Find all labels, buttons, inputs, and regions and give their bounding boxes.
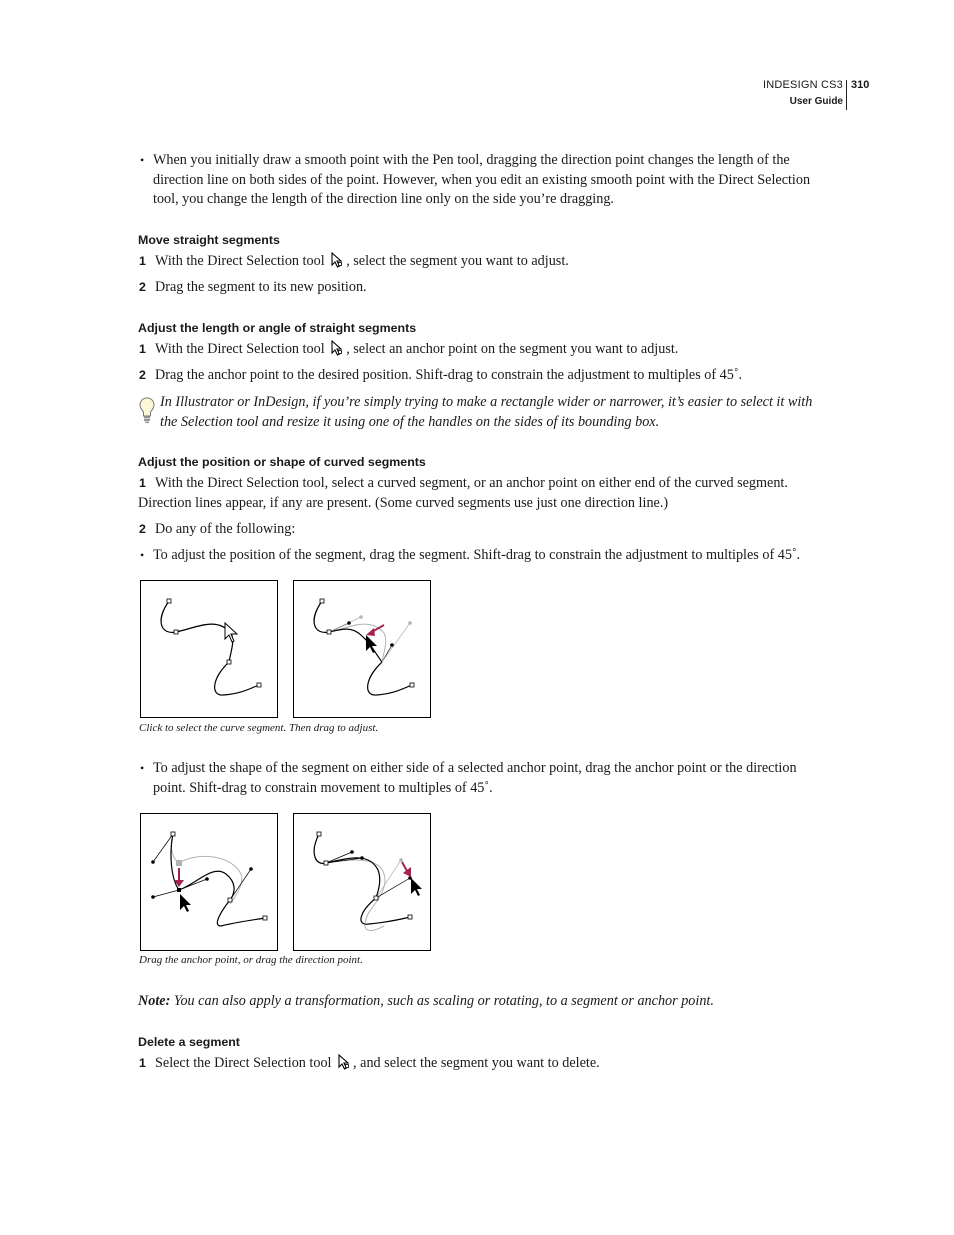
- bullet-glyph: •: [140, 761, 145, 775]
- step-number: 1: [139, 476, 146, 490]
- figure-caption: Drag the anchor point, or drag the direction point.: [139, 954, 363, 966]
- step-number: 2: [139, 522, 146, 536]
- step-number: 1: [139, 1056, 146, 1070]
- step-number: 2: [139, 368, 146, 382]
- heading-adjust-length: Adjust the length or angle of straight segments: [138, 321, 417, 335]
- step-text: With the Direct Selection tool , select the segment you want to adjust.: [155, 253, 569, 269]
- step-number: 2: [139, 280, 146, 294]
- heading-adjust-curved: Adjust the position or shape of curved segments: [138, 455, 426, 469]
- step-text: With the Direct Selection tool , select an anchor point on the segment you want to adjust.: [155, 341, 679, 357]
- figure-caption: Click to select the curve segment. Then drag to adjust.: [139, 722, 379, 734]
- step-text: Drag the anchor point to the desired position. Shift-drag to constrain the adjustment to multiples of 45˚.: [155, 367, 743, 383]
- note-label: Note:: [138, 993, 171, 1009]
- figure-select-segment: [140, 580, 278, 718]
- figure-drag-anchor: [140, 813, 278, 951]
- bullet-text: To adjust the position of the segment, drag the segment. Shift-drag to constrain the adjustment to multiples of 45˚.: [153, 547, 801, 563]
- product-name: INDESIGN CS3: [762, 79, 843, 91]
- tip-text: In Illustrator or InDesign, if you’re simply trying to make a rectangle wider or narrower, it’s easier to select it with the Selection tool and resize it using one of the handles on the sides of its bounding box.: [160, 394, 813, 430]
- intro-bullet-text: When you initially draw a smooth point with the Pen tool, dragging the direction point changes the length of the direction line on both sides of the point. However, when you edit an existing smooth point with the Direct Selection tool, you change the length of the direction line only on the side you’re dragging.: [153, 152, 811, 207]
- header-divider: [846, 80, 847, 110]
- step-text: Select the Direct Selection tool , and select the segment you want to delete.: [155, 1055, 600, 1071]
- heading-move-straight: Move straight segments: [138, 233, 280, 247]
- bullet-glyph: •: [140, 548, 145, 562]
- step-number: 1: [139, 342, 146, 356]
- bullet-glyph: •: [140, 153, 145, 167]
- direct-selection-tool-icon: [329, 252, 345, 268]
- figure-drag-direction-point: [293, 813, 431, 951]
- heading-delete-segment: Delete a segment: [138, 1035, 240, 1049]
- page-number: 310: [851, 79, 870, 91]
- bullet-text: To adjust the shape of the segment on either side of a selected anchor point, drag the anchor point or the direction point. Shift-drag to constrain movement to multiples of 45˚.: [153, 760, 797, 796]
- direct-selection-tool-icon: [329, 340, 345, 356]
- note-paragraph: [138, 992, 828, 1012]
- guide-title: User Guide: [789, 96, 843, 107]
- step-text: With the Direct Selection tool, select a curved segment, or an anchor point on either end of the curved segment. Direction lines appear, if any are present. (Some curved segments use just one direction line.): [138, 475, 788, 511]
- tip-lightbulb-icon: [138, 396, 156, 426]
- direct-selection-tool-icon: [336, 1054, 352, 1070]
- step-number: 1: [139, 254, 146, 268]
- step-text: Drag the segment to its new position.: [155, 279, 367, 295]
- step-text: Do any of the following:: [155, 521, 296, 537]
- note-text: You can also apply a transformation, such as scaling or rotating, to a segment or anchor point.: [170, 993, 714, 1009]
- figure-drag-segment: [293, 580, 431, 718]
